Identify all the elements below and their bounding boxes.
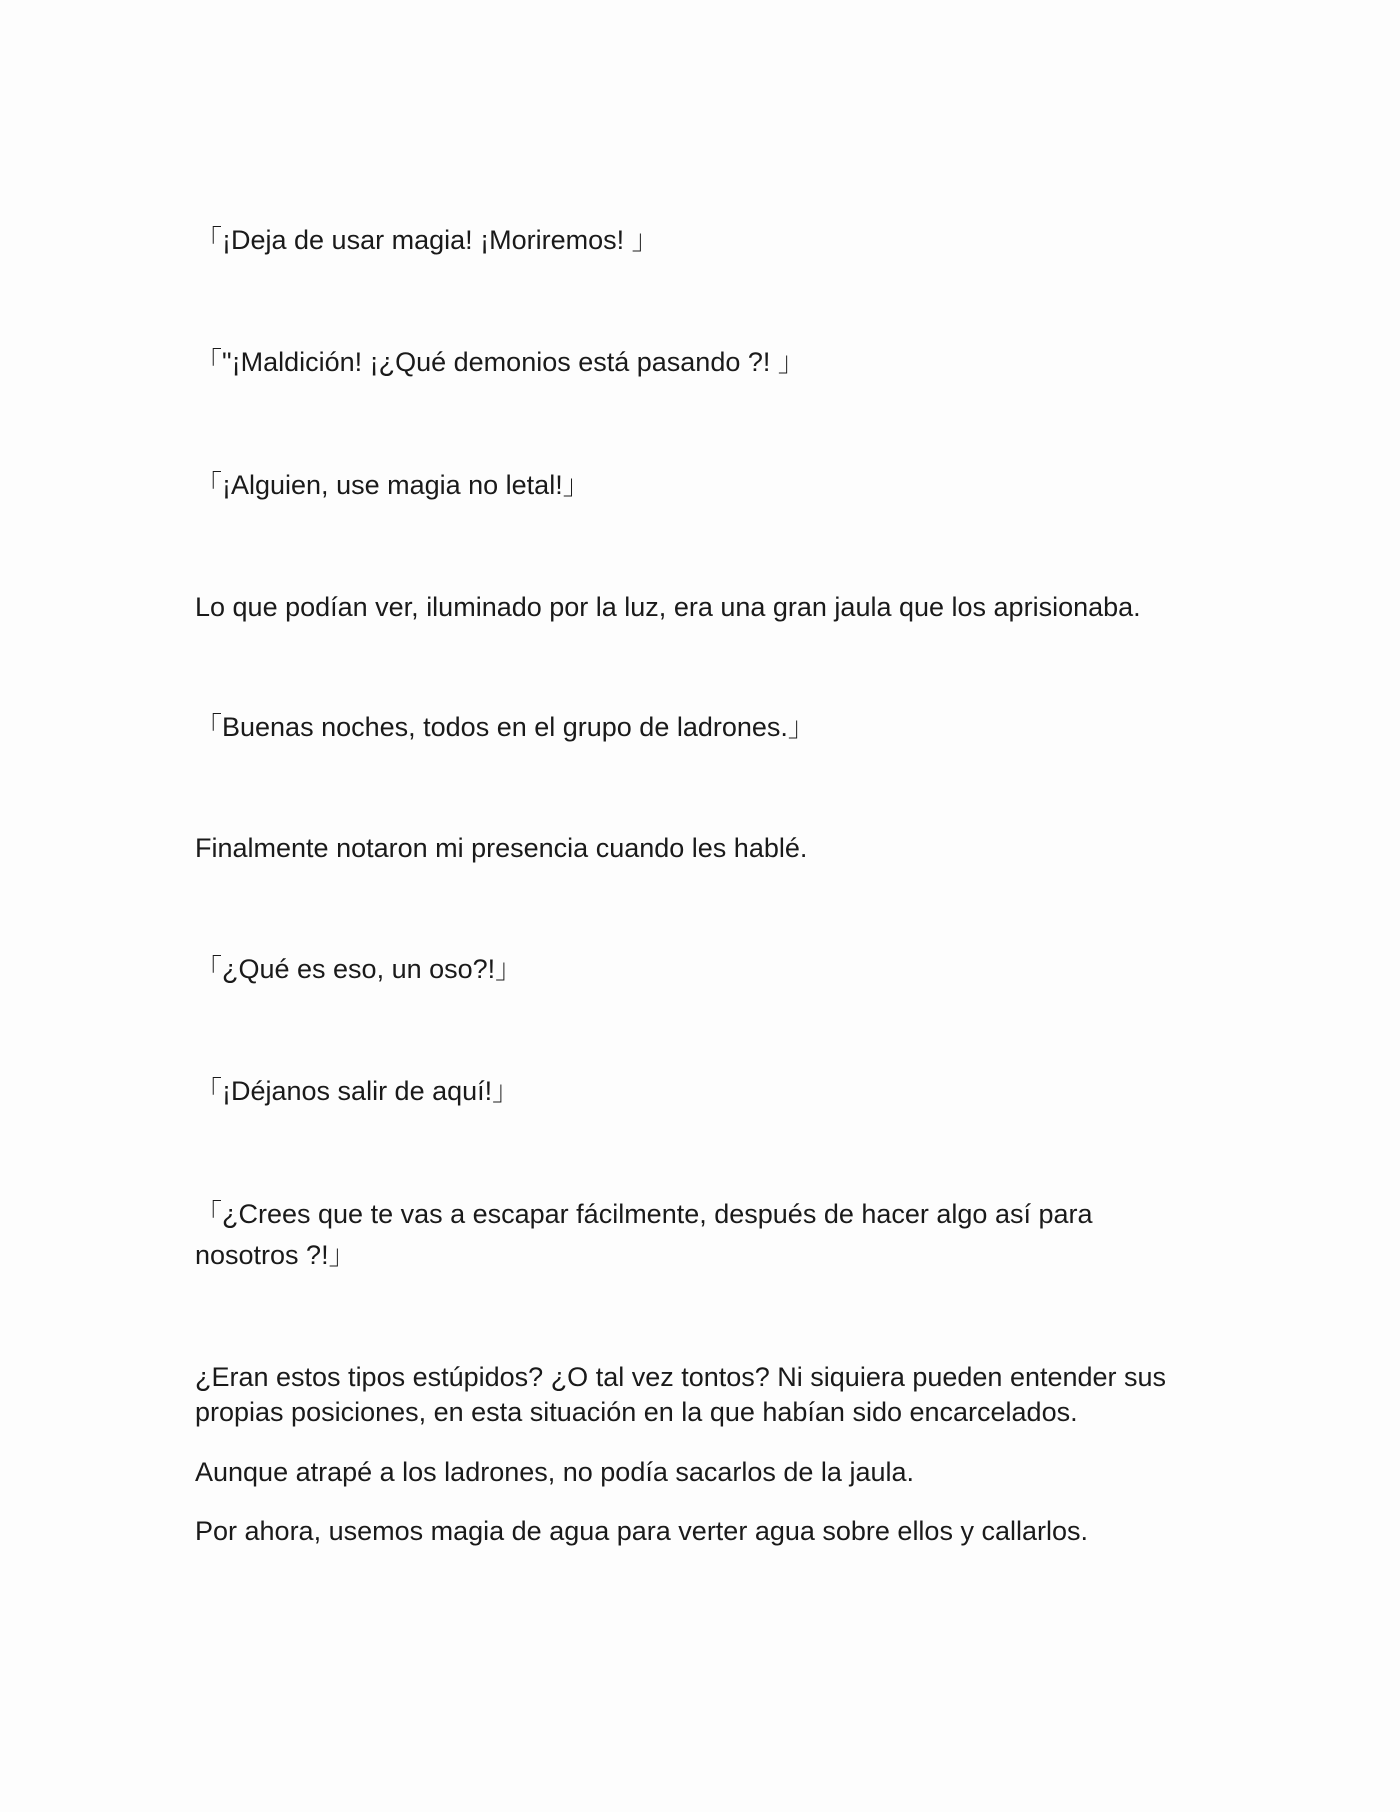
dialogue-line-7: 「¿Crees que te vas a escapar fácilmente, después de hacer algo así para (195, 1199, 1093, 1229)
dialogue-line-2: 「"¡Maldición! ¡¿Qué demonios está pasando ?! 」 (195, 347, 805, 377)
narration-line-5: Por ahora, usemos magia de agua para verter agua sobre ellos y callarlos. (195, 1516, 1088, 1546)
dialogue-line-7-cont: nosotros ?!」 (195, 1240, 356, 1270)
narration-line-4: Aunque atrapé a los ladrones, no podía sacarlos de la jaula. (195, 1457, 914, 1487)
narration-line-3-cont: propias posiciones, en esta situación en la que habían sido encarcelados. (195, 1397, 1078, 1427)
narration-line-1: Lo que podían ver, iluminado por la luz, era una gran jaula que los aprisionaba. (195, 592, 1141, 622)
dialogue-line-3: 「¡Alguien, use magia no letal!」 (195, 470, 590, 500)
dialogue-line-6: 「¡Déjanos salir de aquí!」 (195, 1076, 520, 1106)
narration-line-2: Finalmente notaron mi presencia cuando les hablé. (195, 833, 808, 863)
dialogue-line-1: 「¡Deja de usar magia! ¡Moriremos! 」 (195, 225, 659, 255)
narration-line-3: ¿Eran estos tipos estúpidos? ¿O tal vez tontos? Ni siquiera pueden entender sus (195, 1362, 1167, 1392)
dialogue-line-5: 「¿Qué es eso, un oso?!」 (195, 954, 523, 984)
dialogue-line-4: 「Buenas noches, todos en el grupo de ladrones.」 (195, 712, 815, 742)
